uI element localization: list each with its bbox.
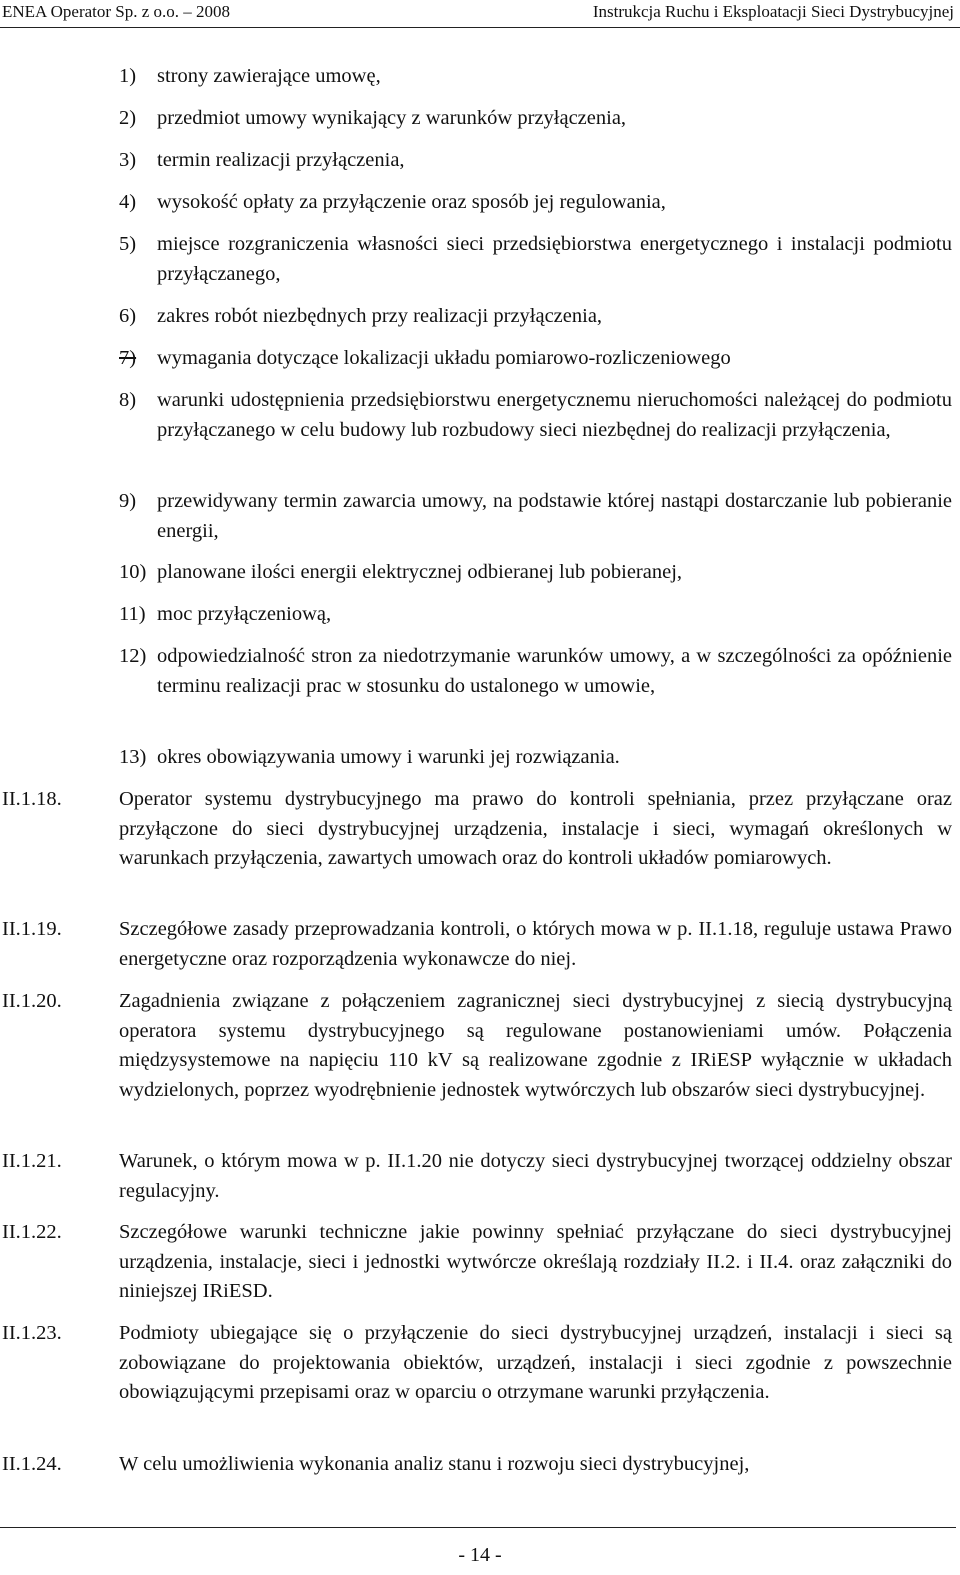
paragraph: [0, 915, 952, 974]
list-item: [119, 302, 952, 332]
list-item-number: 1): [119, 65, 137, 87]
header-document-title: Instrukcja Ruchu i Eksploatacji Sieci Dystrybucyjnej: [592, 2, 954, 21]
list-item-text: planowane ilości energii elektrycznej odbieranej lub pobieranej,: [157, 561, 683, 583]
list-item-text: moc przyłączeniową,: [157, 603, 332, 625]
list-item-text: zakres robót niezbędnych przy realizacji przyłączenia,: [157, 305, 603, 327]
list-item: [119, 230, 952, 289]
list-item-number: 9): [119, 490, 137, 512]
list-item-number: 10): [119, 561, 147, 583]
header-company: ENEA Operator Sp. z o.o. – 2008: [2, 2, 231, 21]
list-item: [119, 386, 952, 445]
list-item-text: przedmiot umowy wynikający z warunków przyłączenia,: [157, 107, 627, 129]
paragraph-text: Warunek, o którym mowa w p. II.1.20 nie dotyczy sieci dystrybucyjnej tworzącej oddzielny obszar regulacyjny.: [119, 1150, 952, 1202]
page-header: [0, 0, 960, 28]
list-item-text: warunki udostępnienia przedsiębiorstwu energetycznemu nieruchomości należącej do podmiotu przyłączanego w celu budowy lub rozbudowy sieci niezbędnej do realizacji przyłączenia,: [157, 389, 952, 441]
page-number: - 14 -: [458, 1544, 502, 1566]
paragraph-text: Podmioty ubiegające się o przyłączenie do sieci dystrybucyjnej urządzeń, instalacji i sieci są zobowiązane do projektowania obiektów, urządzeń, instalacji i sieci zgodnie z powszechnie obowiązującymi przepisami oraz w oparciu o otrzymane warunki przyłączenia.: [119, 1322, 952, 1403]
list-item-text: przewidywany termin zawarcia umowy, na podstawie której nastąpi dostarczanie lub pobieranie energii,: [157, 490, 952, 542]
list-item: [119, 188, 952, 218]
list-item-text: odpowiedzialność stron za niedotrzymanie warunków umowy, a w szczególności za opóźnienie terminu realizacji prac w stosunku do ustalonego w umowie,: [157, 645, 952, 697]
list-item-text: okres obowiązywania umowy i warunki jej rozwiązania.: [157, 746, 620, 768]
list-item-number: 4): [119, 191, 137, 213]
list-item-number: 13): [119, 746, 147, 768]
paragraph: [0, 1147, 952, 1206]
list-item-number: 7): [119, 347, 137, 369]
list-item-number: 12): [119, 645, 147, 667]
list-item-text: strony zawierające umowę,: [157, 65, 381, 87]
list-item-number: 3): [119, 149, 137, 171]
paragraph-number: II.1.20.: [2, 990, 62, 1012]
list-item-text: termin realizacji przyłączenia,: [157, 149, 405, 171]
paragraph-number: II.1.24.: [2, 1453, 62, 1475]
list-item: [119, 146, 952, 176]
list-item: [119, 600, 952, 630]
paragraph-number: II.1.23.: [2, 1322, 62, 1344]
list-item: [119, 104, 952, 134]
paragraph-number: II.1.19.: [2, 918, 62, 940]
footer-divider: [0, 1527, 956, 1528]
list-item: [119, 487, 952, 546]
paragraph-text: Operator systemu dystrybucyjnego ma prawo do kontroli spełniania, przez przyłączane oraz przyłączone do sieci dystrybucyjnej urządzenia, instalacje i sieci, wymagań określonych w warunkach przyłączenia, zawartych umowach oraz do kontroli układów pomiarowych.: [119, 788, 952, 869]
paragraph: [0, 1319, 952, 1408]
paragraph: [0, 987, 952, 1105]
paragraph-number: II.1.22.: [2, 1221, 62, 1243]
list-item-number: 5): [119, 233, 137, 255]
paragraph-number: II.1.18.: [2, 788, 62, 810]
list-item-number: 6): [119, 305, 137, 327]
list-item: [119, 743, 952, 773]
paragraph-text: W celu umożliwienia wykonania analiz stanu i rozwoju sieci dystrybucyjnej,: [119, 1453, 750, 1475]
list-item-text: miejsce rozgraniczenia własności sieci przedsiębiorstwa energetycznego i instalacji podmiotu przyłączanego,: [157, 233, 952, 285]
paragraph-text: Szczegółowe zasady przeprowadzania kontroli, o których mowa w p. II.1.18, reguluje ustawa Prawo energetyczne oraz rozporządzenia wykonawcze do niej.: [119, 918, 952, 970]
paragraph-text: Zagadnienia związane z połączeniem zagranicznej sieci dystrybucyjnej z siecią dystrybucyjną operatora systemu dystrybucyjnego są regulowane postanowieniami umów. Połączenia międzysystemowe na napięciu 110 kV są realizowane zgodnie z IRiESP wyłącznie w układach wydzielonych, poprzez wyodrębnienie jednostek wytwórczych lub obszarów sieci dystrybucyjnej.: [119, 990, 952, 1101]
list-item: [119, 642, 952, 701]
paragraph: [0, 1218, 952, 1307]
paragraph-number: II.1.21.: [2, 1150, 62, 1172]
list-item-number: 11): [119, 603, 146, 625]
list-item-text: wysokość opłaty za przyłączenie oraz sposób jej regulowania,: [157, 191, 666, 213]
paragraph: [0, 785, 952, 874]
list-item-number: 2): [119, 107, 137, 129]
list-item-number: 8): [119, 389, 137, 411]
list-item-text: wymagania dotyczące lokalizacji układu pomiarowo-rozliczeniowego: [157, 347, 731, 369]
paragraph-text: Szczegółowe warunki techniczne jakie powinny spełniać przyłączane do sieci dystrybucyjnej urządzenia, instalacje, sieci i jednostki wytwórcze określają rozdziały II.2. i II.4. oraz załączniki do niniejszej IRiESD.: [119, 1221, 952, 1302]
list-item: [119, 558, 952, 588]
paragraph: [0, 1450, 952, 1480]
list-item: [119, 344, 952, 374]
list-item: [119, 62, 952, 92]
